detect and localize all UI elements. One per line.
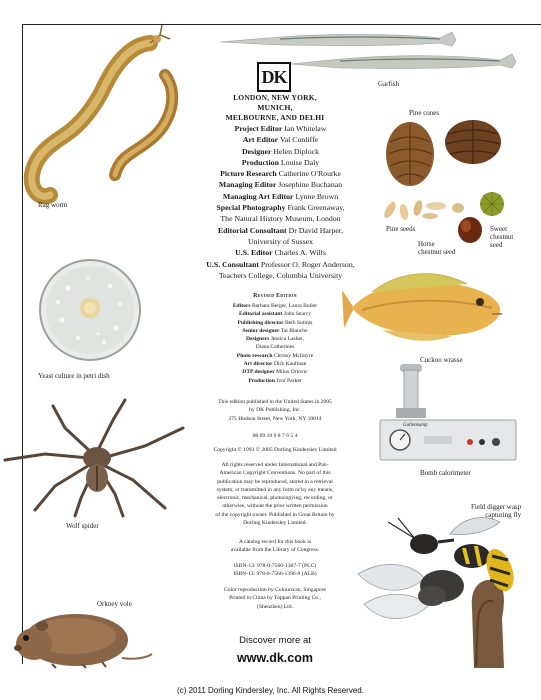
credit-name: Charles A. Wills [274, 248, 326, 258]
rights-line: publication may be reproduced, stored in a retrieval [217, 478, 333, 485]
rights-line: Dorling Kindersley Limited. [243, 520, 307, 527]
credit-name: Professor O. Roger Anderson, [260, 259, 355, 269]
credit-line [193, 123, 368, 134]
credit-name: Val Cunliffe [279, 135, 319, 145]
credit-role: Production [241, 157, 279, 167]
isbn-line: ISBN-13: 978-0-7566-1396-9 (ALB) [233, 571, 317, 578]
credits-list [193, 123, 368, 281]
credit-name: Dr David Harper, [288, 225, 344, 235]
cuckoo-wrasse-caption: Cuckoo wrasse [420, 356, 463, 364]
orkney-vole-image [12, 598, 152, 670]
bomb-calorimeter-caption: Bomb calorimeter [420, 469, 471, 477]
credit-name: Tai Blanche [280, 327, 308, 334]
dk-logo [257, 62, 291, 92]
publication-line: This edition published in the United States in 2005 [218, 399, 332, 405]
credit-role: Art Editor [242, 135, 279, 145]
credit-role: Project Editor [234, 124, 283, 133]
credit-line [193, 202, 368, 213]
credit-name: Lynne Brown [295, 191, 339, 201]
credit-role: Editors [232, 303, 251, 309]
isbn-list [200, 562, 350, 579]
credit-role: U.S. Consultant [206, 259, 259, 269]
discover-text: Discover more at [239, 635, 311, 646]
credit-line [193, 191, 368, 202]
caption-line: Field digger wasp [471, 503, 522, 511]
credit-line [200, 352, 350, 360]
caption-line: chestnut [490, 233, 514, 241]
printer-info [200, 586, 350, 611]
horse-chestnut-seed-caption [418, 240, 456, 256]
credit-line [193, 146, 368, 157]
credit-line [193, 247, 368, 258]
pine-seeds-caption: Pine seeds [386, 225, 416, 233]
rag-worm-image [10, 15, 200, 205]
credit-role: Managing Editor [218, 180, 277, 190]
cities-line: MELBOURNE, AND DELHI [225, 113, 325, 122]
caption-line: seed [490, 241, 503, 249]
rights-line: All rights reserved under International and Pan- [221, 462, 329, 468]
credit-role: Senior designer [242, 327, 280, 334]
rag-worm-caption: Rag worm [38, 201, 68, 209]
credit-line [200, 377, 350, 385]
credit-line [193, 157, 368, 168]
cuckoo-wrasse-image [342, 262, 507, 357]
publisher-cities [220, 93, 330, 123]
credit-name: Jessica Lasher, [270, 336, 305, 343]
cities-line: LONDON, NEW YORK, MUNICH, [233, 93, 317, 112]
credit-name: The Natural History Museum, London [220, 214, 341, 224]
footer-copyright: (c) 2011 Dorling Kindersley, Inc. All Rights Reserved. [177, 686, 364, 695]
petri-dish-image [38, 258, 143, 363]
credit-name: Helen Diplock [273, 146, 320, 156]
credit-name: Josephine Buchanan [278, 180, 343, 190]
dk-logo-text: DK [261, 66, 287, 87]
credit-role: Art director [243, 361, 273, 368]
digger-wasp-image [354, 508, 524, 670]
credit-line [193, 134, 368, 145]
credit-line [200, 310, 350, 318]
credit-name: Barbara Berger, Laura Buller [251, 303, 318, 309]
rights-line: otherwise, without the prior written permission [222, 503, 328, 510]
garfish-caption: Garfish [378, 80, 399, 88]
credit-role: U.S. Editor [235, 248, 273, 258]
rights-line: electronic, mechanical, photocopying, recording, or [217, 495, 333, 502]
credit-role: Picture Research [220, 169, 277, 179]
printer-line: (Shenzhen) Ltd. [256, 603, 294, 610]
rights-notice [200, 461, 350, 527]
credit-line [200, 302, 350, 310]
credit-name: Louise Daly [280, 157, 320, 167]
credit-line [200, 319, 350, 327]
printer-line: Printed in China by Toppan Printing Co., [229, 595, 321, 602]
publication-line: by DK Publishing, Inc. [249, 407, 301, 414]
printing-line: 08 09 10 9 8 7 6 5 4 [252, 433, 298, 439]
credit-role: Publishing director [237, 319, 284, 326]
catalog-line: available from the Library of Congress. [230, 547, 320, 554]
printer-line: Color reproduction by Colourscan, Singapore [223, 587, 327, 593]
credit-role: Special Photography [216, 203, 286, 213]
credit-line [193, 179, 368, 190]
credit-line [193, 225, 368, 236]
credit-role: Photo research [236, 352, 273, 359]
credit-name: Chrissy McIntyre [273, 352, 314, 359]
copyright-notice: Copyright © 1993 © 2005 Dorling Kindersley Limited [213, 447, 337, 453]
rights-line: of the copyright owner. Published in Great Britain by [215, 511, 335, 518]
credit-role: Managing Art Editor [222, 191, 294, 201]
wolf-spider-image [5, 398, 185, 518]
credit-name: John Searcy [283, 311, 311, 318]
isbn-line: ISBN-13: 978-0-7566-1387-7 (PLC) [233, 563, 317, 569]
credit-line [200, 343, 350, 351]
credit-line [193, 168, 368, 179]
credit-line [193, 236, 368, 247]
credit-role: Editorial Consultant [217, 225, 287, 235]
credit-name: Ivor Parker [276, 377, 302, 384]
credit-role: Designer [241, 146, 272, 156]
sweet-chestnut-seed-caption [490, 225, 513, 249]
publication-info [200, 398, 350, 423]
caption-line: Horse [418, 240, 435, 248]
caption-line: chestnut seed [418, 248, 456, 256]
catalog-record [200, 538, 350, 555]
caption-line: Sweet [490, 225, 508, 233]
rights-line: system, or transmitted in any form or by any means, [216, 486, 334, 493]
catalog-line: A catalog record for this book is [238, 539, 312, 545]
yeast-caption: Yeast culture in petri dish [38, 372, 110, 380]
credit-name: Catherine O'Rourke [278, 169, 341, 179]
credit-line [200, 327, 350, 335]
revised-edition-title: Revised Edition [253, 293, 297, 299]
website-link[interactable]: www.dk.com [237, 651, 313, 665]
publication-line: 375 Hudson Street, New York, NY 10014 [228, 415, 322, 422]
credit-role: Production [248, 377, 275, 384]
credit-name: Milos Orlovic [276, 369, 308, 376]
credit-name: Beth Sutinis [284, 319, 313, 326]
credit-line [200, 360, 350, 368]
revised-edition-credits [200, 302, 350, 385]
wolf-spider-caption: Wolf spider [66, 522, 99, 530]
bomb-calorimeter-image [378, 362, 518, 462]
rights-line: American Copyright Conventions. No part of this [219, 470, 331, 477]
credit-line [200, 368, 350, 376]
credit-line [200, 335, 350, 343]
credit-role: Designers [245, 336, 270, 343]
credit-name: Frank Greenaway, [287, 203, 345, 213]
caption-line: capturing fly [485, 511, 522, 519]
credit-name: Diana Catherines [255, 344, 295, 351]
credit-name: University of Sussex [248, 236, 313, 246]
credit-role: Editorial assistant [239, 311, 283, 318]
pine-cones-caption: Pine cones [409, 109, 440, 117]
calorimeter-label: Gallenkamp [403, 423, 428, 428]
credit-role: DTP designer [242, 369, 275, 376]
credit-line [193, 213, 368, 224]
credit-name: Ian Whitelaw [284, 124, 327, 133]
credit-name: Dirk Kaufman [273, 361, 307, 368]
orkney-vole-caption: Orkney vole [97, 600, 132, 608]
credit-name: Teachers College, Columbia University [218, 270, 343, 280]
